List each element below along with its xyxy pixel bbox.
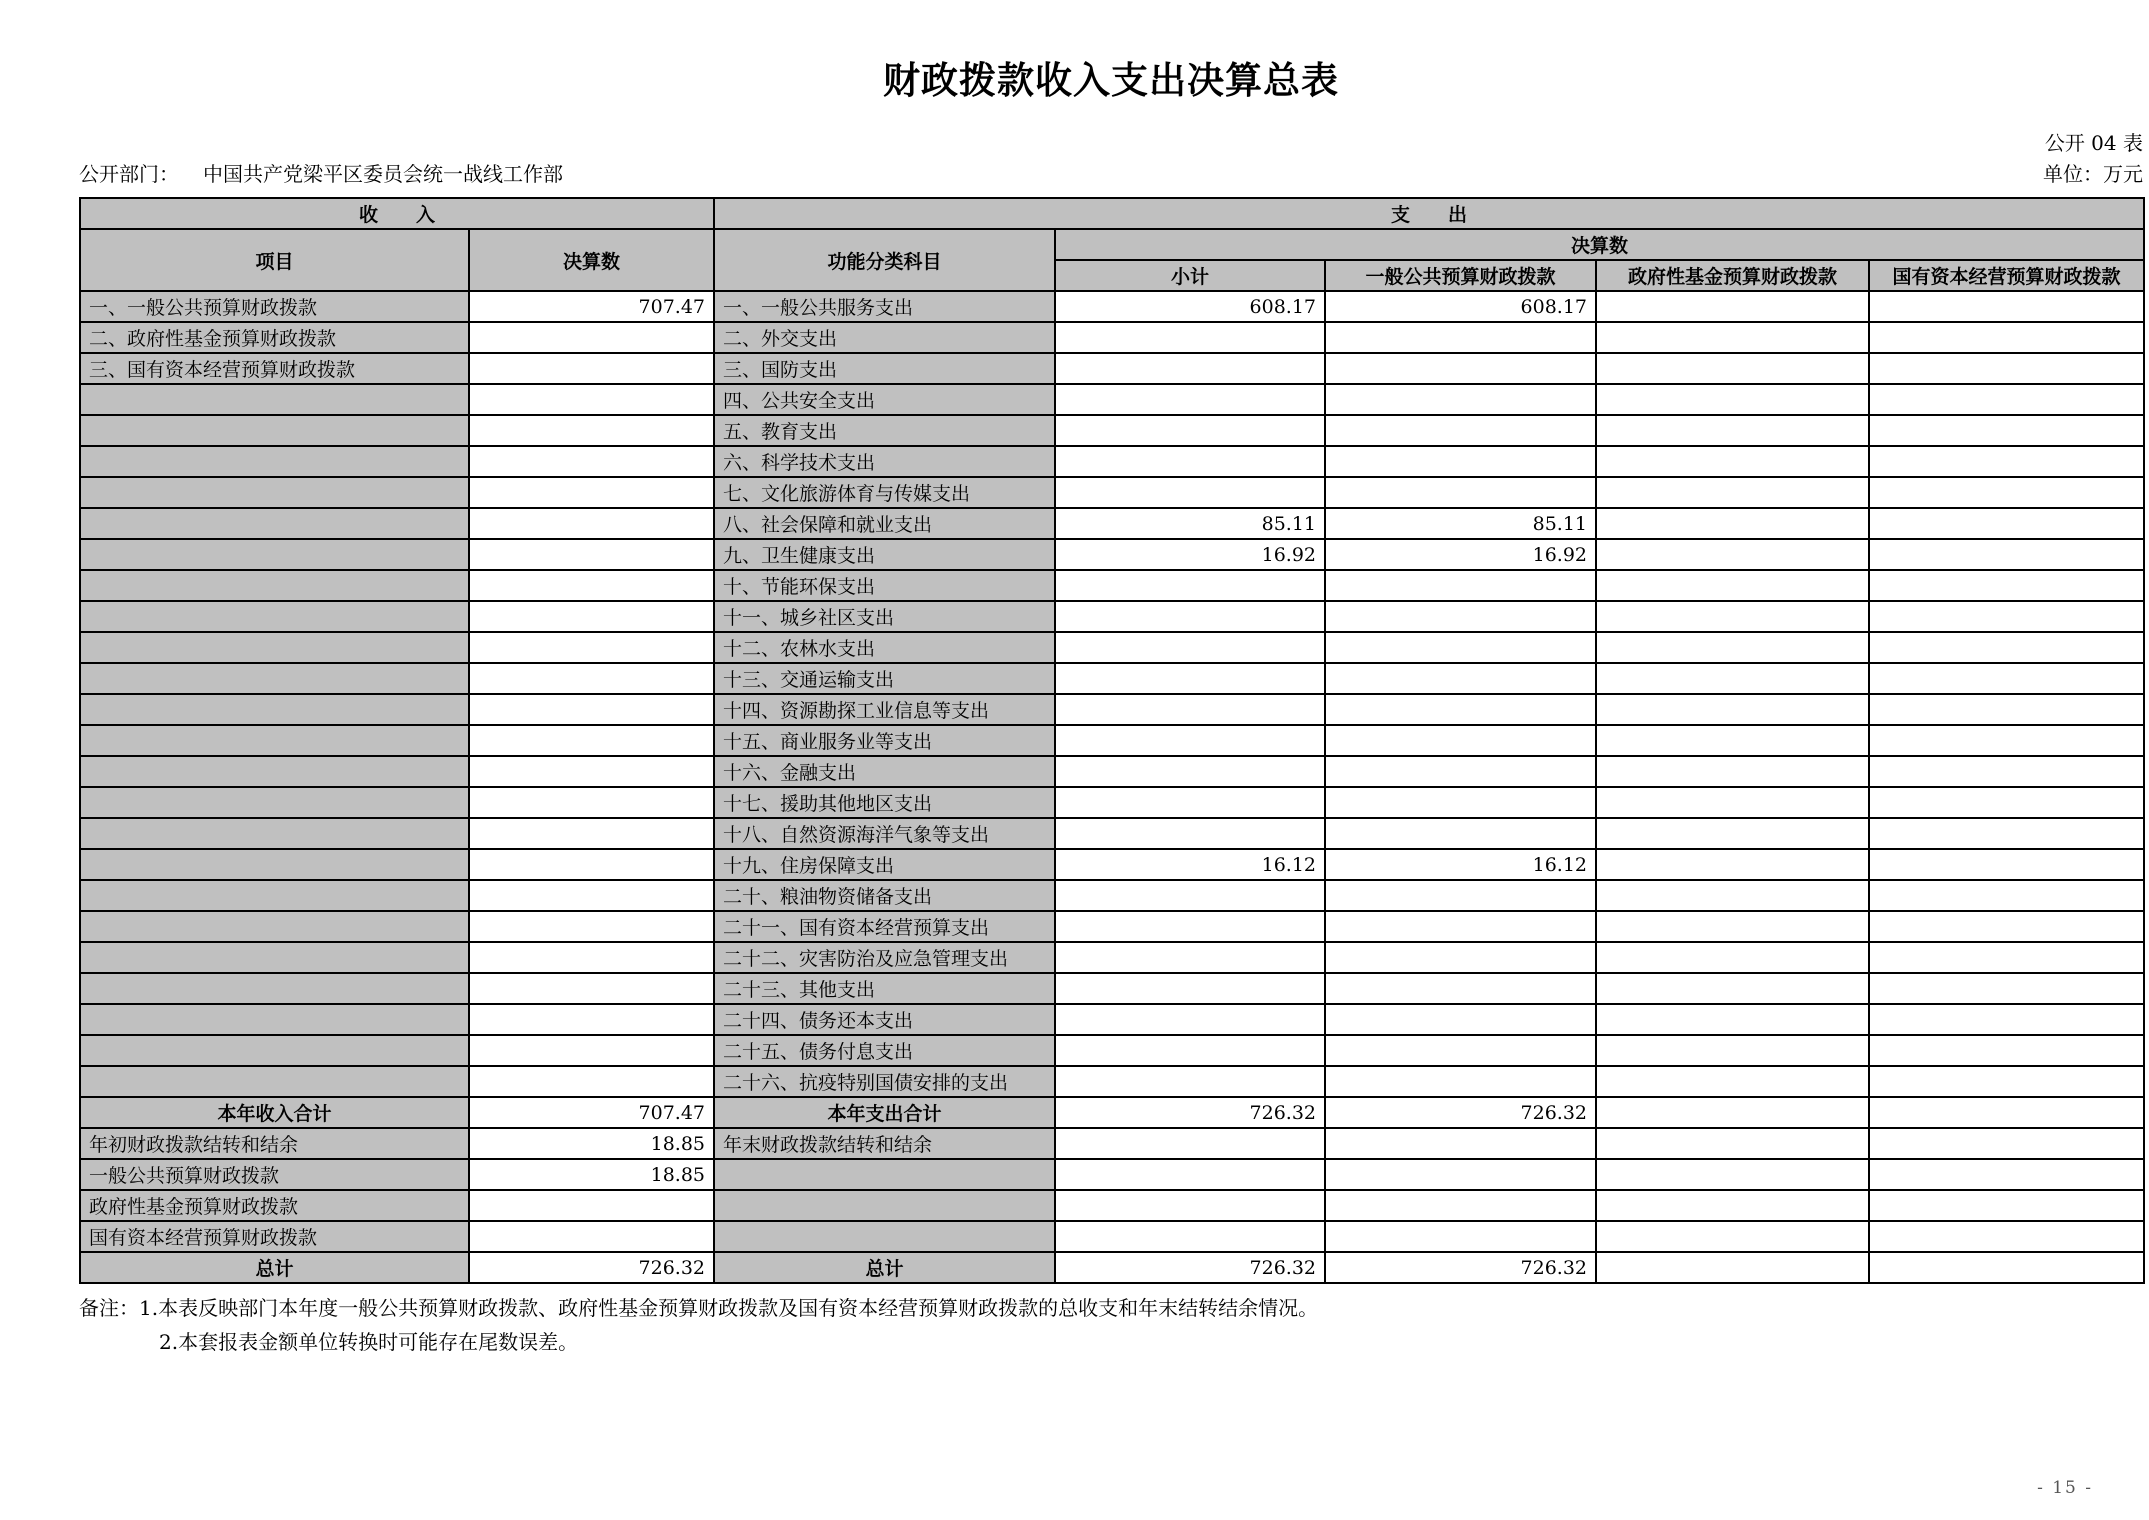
table-row [80, 632, 2144, 663]
income-item-cell [80, 725, 469, 756]
income-value-cell [469, 322, 714, 353]
expense-general-budget-cell [1325, 725, 1596, 756]
expense-state-capital-cell [1869, 1128, 2144, 1159]
table-row [80, 663, 2144, 694]
expense-gov-fund-cell [1596, 973, 1869, 1004]
expense-state-capital-cell [1869, 694, 2144, 725]
expense-gov-fund-cell [1596, 1159, 1869, 1190]
section-header-row [80, 198, 2144, 229]
expense-gov-fund-cell [1596, 291, 1869, 322]
table-row [80, 291, 2144, 322]
table-row [80, 849, 2144, 880]
expense-item-cell [714, 1159, 1055, 1190]
table-row [80, 911, 2144, 942]
table-row [80, 1097, 2144, 1128]
expense-subtotal-cell [1055, 725, 1325, 756]
income-value-cell [469, 632, 714, 663]
table-row [80, 384, 2144, 415]
expense-item-cell: 二十、粮油物资储备支出 [714, 880, 1055, 911]
expense-general-budget-cell [1325, 1190, 1596, 1221]
table-number: 公开 04 表 [2044, 131, 2143, 155]
income-value-cell [469, 539, 714, 570]
column-header-gov-fund: 政府性基金预算财政拨款 [1596, 260, 1869, 291]
department-line [79, 161, 563, 187]
expense-section-header: 支 出 [714, 198, 2144, 229]
table-body [80, 291, 2144, 1283]
expense-item-cell: 六、科学技术支出 [714, 446, 1055, 477]
column-header-income-final: 决算数 [469, 229, 714, 291]
expense-subtotal-cell [1055, 322, 1325, 353]
income-item-cell [80, 539, 469, 570]
expense-subtotal-cell [1055, 446, 1325, 477]
expense-state-capital-cell [1869, 539, 2144, 570]
income-item-cell [80, 570, 469, 601]
table-row [80, 973, 2144, 1004]
expense-gov-fund-cell [1596, 942, 1869, 973]
income-item-cell [80, 663, 469, 694]
expense-subtotal-cell [1055, 601, 1325, 632]
expense-gov-fund-cell [1596, 1252, 1869, 1283]
expense-general-budget-cell [1325, 415, 1596, 446]
income-value-cell [469, 694, 714, 725]
expense-gov-fund-cell [1596, 1066, 1869, 1097]
expense-item-cell: 三、国防支出 [714, 353, 1055, 384]
expense-gov-fund-cell [1596, 1097, 1869, 1128]
expense-item-cell: 二十五、债务付息支出 [714, 1035, 1055, 1066]
expense-subtotal-cell [1055, 632, 1325, 663]
expense-item-cell: 十、节能环保支出 [714, 570, 1055, 601]
expense-item-cell: 十六、金融支出 [714, 756, 1055, 787]
expense-state-capital-cell [1869, 1066, 2144, 1097]
expense-item-cell: 十三、交通运输支出 [714, 663, 1055, 694]
expense-item-cell: 十七、援助其他地区支出 [714, 787, 1055, 818]
income-item-cell [80, 880, 469, 911]
income-value-cell [469, 880, 714, 911]
expense-gov-fund-cell [1596, 911, 1869, 942]
expense-state-capital-cell [1869, 353, 2144, 384]
income-item-cell [80, 1066, 469, 1097]
expense-general-budget-cell [1325, 1159, 1596, 1190]
income-value-cell [469, 508, 714, 539]
income-item-cell [80, 384, 469, 415]
expense-gov-fund-cell [1596, 632, 1869, 663]
expense-general-budget-cell [1325, 973, 1596, 1004]
income-item-cell [80, 601, 469, 632]
table-row [80, 539, 2144, 570]
income-value-cell: 707.47 [469, 291, 714, 322]
table-row [80, 818, 2144, 849]
expense-subtotal-cell [1055, 1190, 1325, 1221]
expense-item-cell: 九、卫生健康支出 [714, 539, 1055, 570]
expense-subtotal-cell [1055, 415, 1325, 446]
table-row [80, 446, 2144, 477]
expense-state-capital-cell [1869, 477, 2144, 508]
expense-general-budget-cell [1325, 353, 1596, 384]
income-value-cell [469, 756, 714, 787]
expense-state-capital-cell [1869, 787, 2144, 818]
expense-gov-fund-cell [1596, 725, 1869, 756]
table-row [80, 756, 2144, 787]
expense-state-capital-cell [1869, 818, 2144, 849]
expense-general-budget-cell [1325, 322, 1596, 353]
expense-subtotal-cell [1055, 694, 1325, 725]
page-title: 财政拨款收入支出决算总表 [883, 58, 1339, 102]
expense-item-cell [714, 1190, 1055, 1221]
expense-general-budget-cell [1325, 1128, 1596, 1159]
expense-state-capital-cell [1869, 911, 2144, 942]
table-row [80, 353, 2144, 384]
expense-general-budget-cell: 16.92 [1325, 539, 1596, 570]
expense-subtotal-cell [1055, 818, 1325, 849]
expense-state-capital-cell [1869, 508, 2144, 539]
department-label: 公开部门： [79, 162, 179, 186]
expense-subtotal-cell [1055, 1159, 1325, 1190]
income-item-cell [80, 756, 469, 787]
expense-subtotal-cell: 16.92 [1055, 539, 1325, 570]
table-row [80, 415, 2144, 446]
expense-state-capital-cell [1869, 322, 2144, 353]
column-header-expense-final-group: 决算数 [1055, 229, 2144, 260]
income-item-cell: 二、政府性基金预算财政拨款 [80, 322, 469, 353]
income-value-cell [469, 601, 714, 632]
expense-state-capital-cell [1869, 601, 2144, 632]
expense-subtotal-cell [1055, 911, 1325, 942]
income-item-cell [80, 787, 469, 818]
income-value-cell: 18.85 [469, 1159, 714, 1190]
expense-item-cell: 二十四、债务还本支出 [714, 1004, 1055, 1035]
expense-general-budget-cell [1325, 601, 1596, 632]
expense-subtotal-cell [1055, 880, 1325, 911]
expense-state-capital-cell [1869, 663, 2144, 694]
expense-subtotal-cell: 726.32 [1055, 1097, 1325, 1128]
expense-gov-fund-cell [1596, 1004, 1869, 1035]
income-item-cell [80, 477, 469, 508]
expense-gov-fund-cell [1596, 1128, 1869, 1159]
expense-general-budget-cell [1325, 384, 1596, 415]
expense-general-budget-cell [1325, 1035, 1596, 1066]
income-value-cell: 18.85 [469, 1128, 714, 1159]
income-value-cell [469, 849, 714, 880]
income-item-cell: 一般公共预算财政拨款 [80, 1159, 469, 1190]
expense-gov-fund-cell [1596, 322, 1869, 353]
expense-gov-fund-cell [1596, 570, 1869, 601]
expense-item-cell: 一、一般公共服务支出 [714, 291, 1055, 322]
income-section-header: 收 入 [80, 198, 714, 229]
income-item-cell [80, 1035, 469, 1066]
expense-general-budget-cell [1325, 880, 1596, 911]
income-item-cell: 政府性基金预算财政拨款 [80, 1190, 469, 1221]
expense-gov-fund-cell [1596, 756, 1869, 787]
expense-general-budget-cell: 726.32 [1325, 1252, 1596, 1283]
note-line-2: 2.本套报表金额单位转换时可能存在尾数误差。 [159, 1330, 579, 1354]
table-row [80, 477, 2144, 508]
expense-state-capital-cell [1869, 756, 2144, 787]
column-header-subtotal: 小计 [1055, 260, 1325, 291]
expense-state-capital-cell [1869, 973, 2144, 1004]
expense-subtotal-cell [1055, 942, 1325, 973]
expense-general-budget-cell: 726.32 [1325, 1097, 1596, 1128]
expense-subtotal-cell: 16.12 [1055, 849, 1325, 880]
expense-gov-fund-cell [1596, 477, 1869, 508]
expense-item-cell: 十四、资源勘探工业信息等支出 [714, 694, 1055, 725]
note-line-1: 备注：1.本表反映部门本年度一般公共预算财政拨款、政府性基金预算财政拨款及国有资本经营预算财政拨款的总收支和年末结转结余情况。 [79, 1296, 1319, 1320]
expense-subtotal-cell [1055, 384, 1325, 415]
expense-item-cell [714, 1221, 1055, 1252]
income-value-cell [469, 1221, 714, 1252]
expense-general-budget-cell [1325, 663, 1596, 694]
expense-item-cell: 本年支出合计 [714, 1097, 1055, 1128]
income-item-cell [80, 849, 469, 880]
expense-item-cell: 二、外交支出 [714, 322, 1055, 353]
meta-row [79, 161, 2143, 187]
income-value-cell [469, 911, 714, 942]
expense-item-cell: 二十一、国有资本经营预算支出 [714, 911, 1055, 942]
table-row [80, 787, 2144, 818]
column-header-state-capital: 国有资本经营预算财政拨款 [1869, 260, 2144, 291]
expense-general-budget-cell [1325, 942, 1596, 973]
table-row [80, 1252, 2144, 1283]
table-row [80, 601, 2144, 632]
income-item-cell: 年初财政拨款结转和结余 [80, 1128, 469, 1159]
expense-state-capital-cell [1869, 415, 2144, 446]
expense-state-capital-cell [1869, 291, 2144, 322]
expense-general-budget-cell [1325, 632, 1596, 663]
income-value-cell [469, 663, 714, 694]
expense-gov-fund-cell [1596, 601, 1869, 632]
fiscal-summary-table [79, 197, 2145, 1284]
expense-general-budget-cell: 16.12 [1325, 849, 1596, 880]
income-item-cell [80, 942, 469, 973]
expense-state-capital-cell [1869, 725, 2144, 756]
income-item-cell [80, 446, 469, 477]
expense-gov-fund-cell [1596, 1221, 1869, 1252]
income-value-cell [469, 415, 714, 446]
income-item-cell [80, 632, 469, 663]
unit-label: 单位：万元 [2043, 162, 2143, 186]
income-item-cell: 三、国有资本经营预算财政拨款 [80, 353, 469, 384]
table-row [80, 1221, 2144, 1252]
income-item-cell [80, 415, 469, 446]
expense-item-cell: 二十三、其他支出 [714, 973, 1055, 1004]
expense-general-budget-cell [1325, 756, 1596, 787]
expense-general-budget-cell [1325, 694, 1596, 725]
expense-gov-fund-cell [1596, 508, 1869, 539]
expense-subtotal-cell: 85.11 [1055, 508, 1325, 539]
expense-subtotal-cell [1055, 1221, 1325, 1252]
expense-state-capital-cell [1869, 1221, 2144, 1252]
table-row [80, 1035, 2144, 1066]
expense-general-budget-cell [1325, 446, 1596, 477]
expense-item-cell: 十一、城乡社区支出 [714, 601, 1055, 632]
expense-item-cell: 四、公共安全支出 [714, 384, 1055, 415]
expense-item-cell: 十九、住房保障支出 [714, 849, 1055, 880]
expense-subtotal-cell [1055, 756, 1325, 787]
expense-gov-fund-cell [1596, 818, 1869, 849]
expense-general-budget-cell [1325, 1004, 1596, 1035]
expense-item-cell: 年末财政拨款结转和结余 [714, 1128, 1055, 1159]
income-value-cell [469, 818, 714, 849]
expense-state-capital-cell [1869, 1159, 2144, 1190]
expense-state-capital-cell [1869, 570, 2144, 601]
expense-subtotal-cell [1055, 1128, 1325, 1159]
expense-general-budget-cell [1325, 818, 1596, 849]
income-value-cell [469, 787, 714, 818]
income-value-cell [469, 477, 714, 508]
table-row [80, 880, 2144, 911]
expense-gov-fund-cell [1596, 694, 1869, 725]
income-value-cell [469, 446, 714, 477]
expense-item-cell: 八、社会保障和就业支出 [714, 508, 1055, 539]
column-header-func-subject: 功能分类科目 [714, 229, 1055, 291]
expense-gov-fund-cell [1596, 1035, 1869, 1066]
expense-gov-fund-cell [1596, 384, 1869, 415]
income-item-cell [80, 1004, 469, 1035]
expense-subtotal-cell [1055, 663, 1325, 694]
expense-subtotal-cell [1055, 477, 1325, 508]
expense-state-capital-cell [1869, 942, 2144, 973]
expense-state-capital-cell [1869, 1252, 2144, 1283]
expense-gov-fund-cell [1596, 353, 1869, 384]
expense-general-budget-cell [1325, 1221, 1596, 1252]
income-item-cell: 本年收入合计 [80, 1097, 469, 1128]
table-row [80, 1190, 2144, 1221]
income-item-cell: 总计 [80, 1252, 469, 1283]
expense-gov-fund-cell [1596, 880, 1869, 911]
income-value-cell: 707.47 [469, 1097, 714, 1128]
income-item-cell: 一、一般公共预算财政拨款 [80, 291, 469, 322]
expense-state-capital-cell [1869, 849, 2144, 880]
expense-subtotal-cell [1055, 973, 1325, 1004]
income-value-cell [469, 1066, 714, 1097]
income-value-cell [469, 353, 714, 384]
table-row [80, 725, 2144, 756]
expense-state-capital-cell [1869, 632, 2144, 663]
income-item-cell: 国有资本经营预算财政拨款 [80, 1221, 469, 1252]
expense-item-cell: 十五、商业服务业等支出 [714, 725, 1055, 756]
table-row [80, 694, 2144, 725]
expense-state-capital-cell [1869, 1190, 2144, 1221]
expense-gov-fund-cell [1596, 787, 1869, 818]
expense-general-budget-cell [1325, 911, 1596, 942]
page-number: - 15 - [2037, 1478, 2093, 1498]
expense-gov-fund-cell [1596, 849, 1869, 880]
income-item-cell [80, 508, 469, 539]
income-value-cell [469, 1190, 714, 1221]
income-value-cell: 726.32 [469, 1252, 714, 1283]
income-value-cell [469, 1004, 714, 1035]
expense-subtotal-cell [1055, 353, 1325, 384]
column-header-general-budget: 一般公共预算财政拨款 [1325, 260, 1596, 291]
expense-gov-fund-cell [1596, 415, 1869, 446]
income-value-cell [469, 384, 714, 415]
expense-item-cell: 十二、农林水支出 [714, 632, 1055, 663]
expense-subtotal-cell: 608.17 [1055, 291, 1325, 322]
income-value-cell [469, 725, 714, 756]
income-item-cell [80, 973, 469, 1004]
expense-subtotal-cell [1055, 787, 1325, 818]
expense-state-capital-cell [1869, 1097, 2144, 1128]
expense-item-cell: 总计 [714, 1252, 1055, 1283]
expense-general-budget-cell: 85.11 [1325, 508, 1596, 539]
expense-item-cell: 二十六、抗疫特别国债安排的支出 [714, 1066, 1055, 1097]
table-row [80, 942, 2144, 973]
expense-gov-fund-cell [1596, 1190, 1869, 1221]
expense-item-cell: 十八、自然资源海洋气象等支出 [714, 818, 1055, 849]
table-row [80, 322, 2144, 353]
expense-subtotal-cell [1055, 1035, 1325, 1066]
expense-general-budget-cell [1325, 787, 1596, 818]
income-item-cell [80, 694, 469, 725]
expense-subtotal-cell [1055, 570, 1325, 601]
table-header [80, 198, 2144, 291]
income-item-cell [80, 818, 469, 849]
expense-item-cell: 五、教育支出 [714, 415, 1055, 446]
column-header-row-1 [80, 229, 2144, 260]
expense-general-budget-cell [1325, 570, 1596, 601]
table-row [80, 508, 2144, 539]
expense-gov-fund-cell [1596, 539, 1869, 570]
expense-general-budget-cell [1325, 1066, 1596, 1097]
income-value-cell [469, 973, 714, 1004]
expense-state-capital-cell [1869, 384, 2144, 415]
expense-gov-fund-cell [1596, 446, 1869, 477]
table-row [80, 1004, 2144, 1035]
expense-item-cell: 二十二、灾害防治及应急管理支出 [714, 942, 1055, 973]
income-value-cell [469, 1035, 714, 1066]
table-row [80, 1159, 2144, 1190]
table-row [80, 570, 2144, 601]
expense-item-cell: 七、文化旅游体育与传媒支出 [714, 477, 1055, 508]
expense-subtotal-cell [1055, 1066, 1325, 1097]
table-row [80, 1128, 2144, 1159]
income-item-cell [80, 911, 469, 942]
expense-subtotal-cell [1055, 1004, 1325, 1035]
expense-state-capital-cell [1869, 1035, 2144, 1066]
column-header-item: 项目 [80, 229, 469, 291]
expense-state-capital-cell [1869, 880, 2144, 911]
table-row [80, 1066, 2144, 1097]
document-content [79, 0, 2143, 1359]
notes-block [79, 1291, 2143, 1359]
expense-subtotal-cell: 726.32 [1055, 1252, 1325, 1283]
income-value-cell [469, 942, 714, 973]
expense-state-capital-cell [1869, 1004, 2144, 1035]
department-name: 中国共产党梁平区委员会统一战线工作部 [203, 162, 563, 186]
income-value-cell [469, 570, 714, 601]
expense-general-budget-cell [1325, 477, 1596, 508]
expense-state-capital-cell [1869, 446, 2144, 477]
expense-general-budget-cell: 608.17 [1325, 291, 1596, 322]
expense-gov-fund-cell [1596, 663, 1869, 694]
